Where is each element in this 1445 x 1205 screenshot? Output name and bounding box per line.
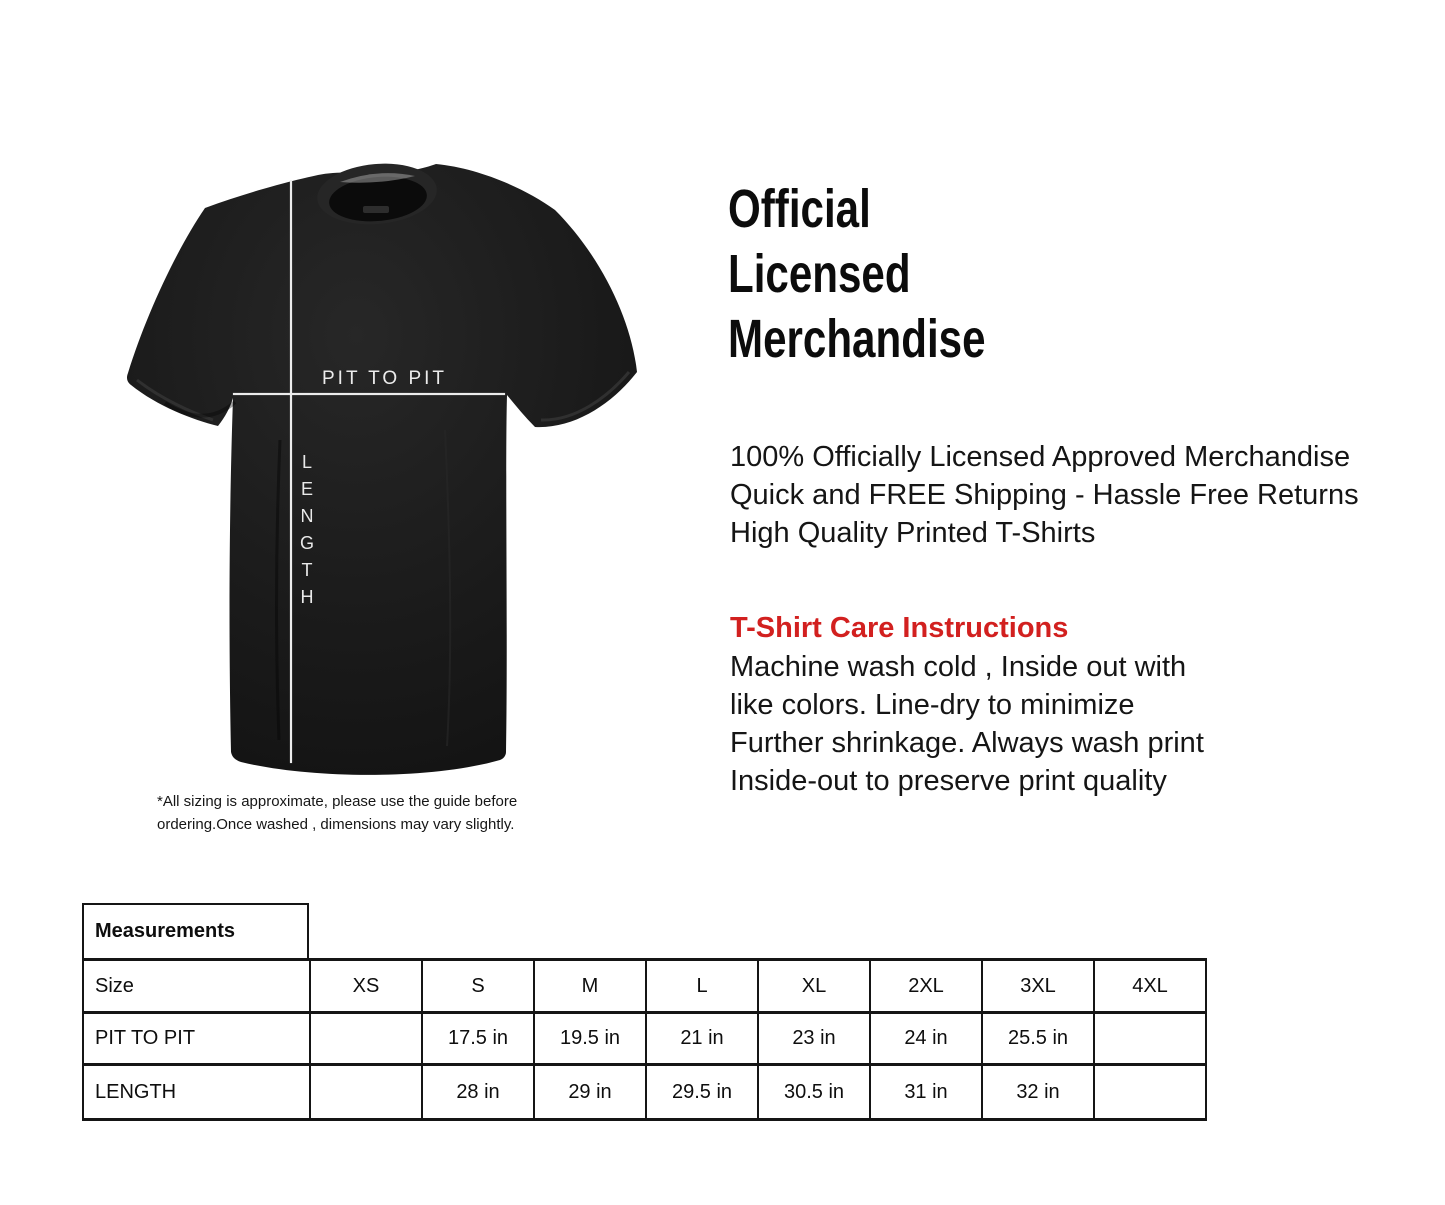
size-header-row — [83, 960, 1206, 1013]
care-line-2: like colors. Line-dry to minimize — [730, 689, 1135, 721]
row-label-length: LENGTH — [83, 1065, 310, 1120]
col-header-xs: XS — [310, 960, 422, 1013]
care-instructions-title: T-Shirt Care Instructions — [730, 612, 1069, 644]
tshirt-photo — [95, 140, 685, 820]
col-header-xl: XL — [758, 960, 870, 1013]
care-line-1: Machine wash cold , Inside out with — [730, 651, 1187, 683]
pit-xl: 23 in — [758, 1013, 870, 1065]
tshirt-silhouette — [127, 164, 637, 775]
size-chart-table — [82, 958, 1207, 1121]
length-label: LENGTH — [297, 452, 317, 614]
pit-3xl: 25.5 in — [982, 1013, 1094, 1065]
length-measure-line — [290, 180, 292, 763]
col-header-l: L — [646, 960, 758, 1013]
care-line-3: Further shrinkage. Always wash print — [730, 727, 1204, 759]
col-header-size: Size — [83, 960, 310, 1013]
len-2xl: 31 in — [870, 1065, 982, 1120]
marketing-copy — [730, 438, 1359, 552]
pit-s: 17.5 in — [422, 1013, 534, 1065]
len-s: 28 in — [422, 1065, 534, 1120]
len-l: 29.5 in — [646, 1065, 758, 1120]
len-m: 29 in — [534, 1065, 646, 1120]
row-label-pit-to-pit: PIT TO PIT — [83, 1013, 310, 1065]
len-3xl: 32 in — [982, 1065, 1094, 1120]
col-header-m: M — [534, 960, 646, 1013]
pit-xs — [310, 1013, 422, 1065]
length-row — [83, 1065, 1206, 1120]
measurements-table-title: Measurements — [82, 903, 309, 960]
col-header-s: S — [422, 960, 534, 1013]
pit-4xl — [1094, 1013, 1206, 1065]
len-xs — [310, 1065, 422, 1120]
len-xl: 30.5 in — [758, 1065, 870, 1120]
headline-line-1: Official — [728, 179, 871, 239]
col-header-2xl: 2XL — [870, 960, 982, 1013]
headline-line-3: Merchandise — [728, 309, 986, 369]
sizing-disclaimer: *All sizing is approximate, please use the guide before ordering.Once washed , dimensions may vary slightly. — [157, 793, 518, 833]
collar-tag — [363, 206, 389, 213]
col-header-3xl: 3XL — [982, 960, 1094, 1013]
pit-m: 19.5 in — [534, 1013, 646, 1065]
pit-to-pit-measure-line — [233, 393, 505, 395]
care-line-4: Inside-out to preserve print quality — [730, 765, 1167, 797]
pit-to-pit-row — [83, 1013, 1206, 1065]
tshirt-graphic — [95, 140, 685, 820]
pit-l: 21 in — [646, 1013, 758, 1065]
col-header-4xl: 4XL — [1094, 960, 1206, 1013]
pit-to-pit-label: PIT TO PIT — [322, 368, 448, 389]
len-4xl — [1094, 1065, 1206, 1120]
marketing-line-1: 100% Officially Licensed Approved Merchandise — [730, 441, 1351, 473]
headline-line-2: Licensed — [728, 244, 911, 304]
pit-2xl: 24 in — [870, 1013, 982, 1065]
marketing-line-3: High Quality Printed T-Shirts — [730, 517, 1096, 549]
headline — [728, 177, 985, 372]
care-instructions-text — [730, 648, 1204, 800]
marketing-line-2: Quick and FREE Shipping - Hassle Free Returns — [730, 479, 1359, 511]
